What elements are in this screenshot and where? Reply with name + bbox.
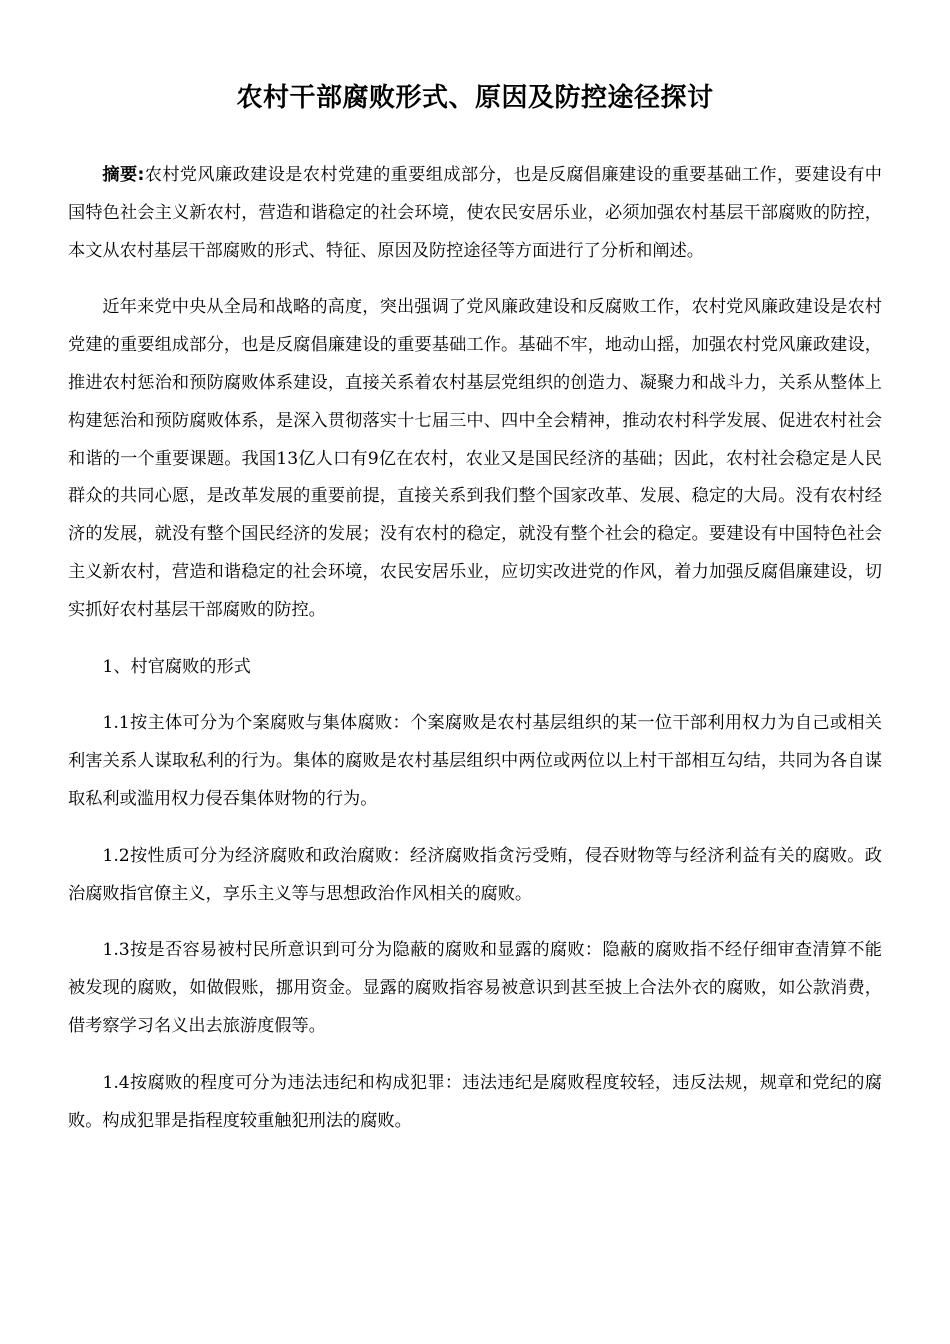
abstract-paragraph <box>68 157 882 270</box>
section-item-1-1: 1.1按主体可分为个案腐败与集体腐败：个案腐败是农村基层组织的某一位干部利用权力为自己或相关利害关系人谋取私利的行为。集体的腐败是农村基层组织中两位或两位以上村干部相互勾结，共同为各自谋取私利或滥用权力侵吞集体财物的行为。 <box>68 713 882 809</box>
section-heading-1: 1、村官腐败的形式 <box>102 656 251 677</box>
section-item-1-2: 1.2按性质可分为经济腐败和政治腐败：经济腐败指贪污受贿，侵吞财物等与经济利益有关的腐败。政治腐败指官僚主义，享乐主义等与思想政治作风相关的腐败。 <box>68 845 882 904</box>
abstract-text: 农村党风廉政建设是农村党建的重要组成部分，也是反腐倡廉建设的重要基础工作，要建设有中国特色社会主义新农村，营造和谐稳定的社会环境，使农民安居乐业，必须加强农村基层干部腐败的防控，本文从农村基层干部腐败的形式、特征、原因及防控途径等方面进行了分析和阐述。 <box>68 165 882 261</box>
section-item-1-3: 1.3按是否容易被村民所意识到可分为隐蔽的腐败和显露的腐败：隐蔽的腐败指不经仔细审查清算不能被发现的腐败，如做假账，挪用资金。显露的腐败指容易被意识到甚至披上合法外衣的腐败，如公款消费，借考察学习名义出去旅游度假等。 <box>68 940 882 1036</box>
intro-paragraph: 近年来党中央从全局和战略的高度，突出强调了党风廉政建设和反腐败工作，农村党风廉政建设是农村党建的重要组成部分，也是反腐倡廉建设的重要基础工作。基础不牢，地动山摇，加强农村党风廉政建设，推进农村惩治和预防腐败体系建设，直接关系着农村基层党组织的创造力、凝聚力和战斗力，关系从整体上构建惩治和预防腐败体系，是深入贯彻落实十七届三中、四中全会精神，推动农村科学发展、促进农村社会和谐的一个重要课题。我国13亿人口有9亿在农村，农业又是国民经济的基础；因此，农村社会稳定是人民群众的共同心愿，是改革发展的重要前提，直接关系到我们整个国家改革、发展、稳定的大局。没有农村经济的发展，就没有整个国民经济的发展；没有农村的稳定，就没有整个社会的稳定。要建设有中国特色社会主义新农村，营造和谐稳定的社会环境，农民安居乐业，应切实改进党的作风，着力加强反腐倡廉建设，切实抓好农村基层干部腐败的防控。 <box>68 297 882 620</box>
section-item-1-4: 1.4按腐败的程度可分为违法违纪和构成犯罪：违法违纪是腐败程度较轻，违反法规，规章和党纪的腐败。构成犯罪是指程度较重触犯刑法的腐败。 <box>68 1072 882 1131</box>
document-title: 农村干部腐败形式、原因及防控途径探讨 <box>236 83 714 113</box>
document-body <box>68 157 882 1159</box>
abstract-label: 摘要: <box>102 165 145 185</box>
